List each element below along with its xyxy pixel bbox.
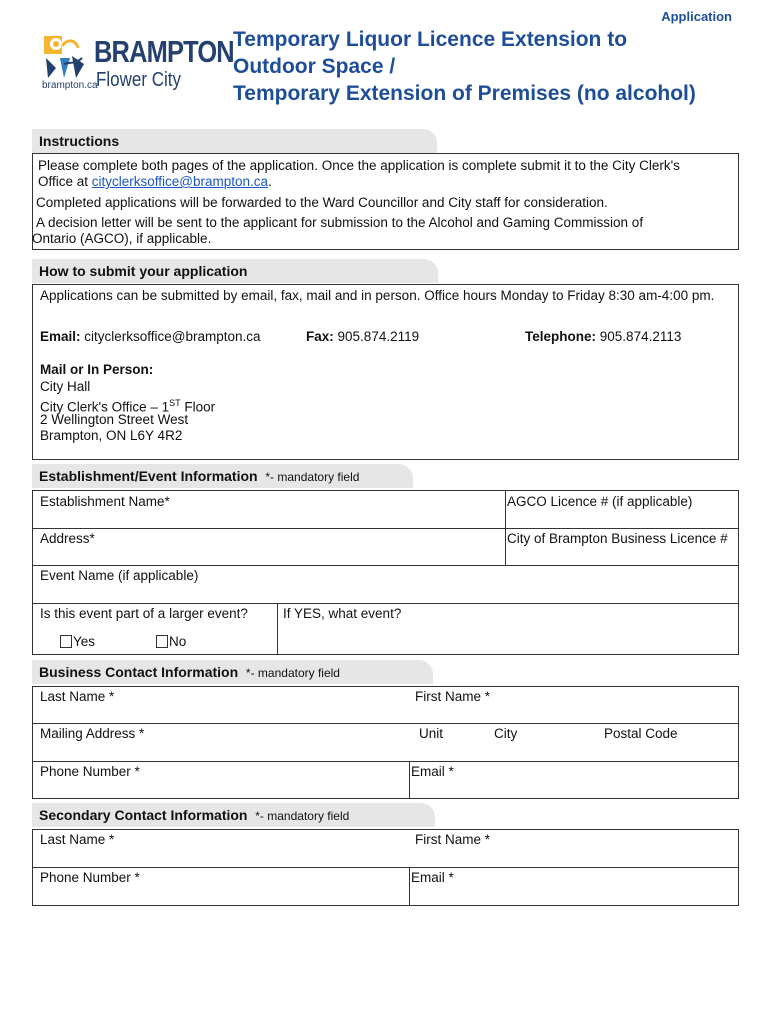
flower-logo-icon [42, 34, 90, 86]
business-column-divider [409, 761, 410, 799]
instructions-heading: Instructions [32, 129, 437, 153]
title-line-3: Temporary Extension of Premises (no alcohol) [233, 82, 696, 105]
business-unit-field[interactable]: Unit [419, 726, 444, 741]
brampton-logo [42, 34, 234, 94]
secondary-mandatory-note: *- mandatory field [255, 809, 350, 823]
secondary-contact-heading [32, 803, 435, 827]
address-line-2-suffix: Floor [180, 399, 216, 415]
instructions-line-3: Completed applications will be forwarded to the Ward Councillor and City staff for consideration. [36, 195, 608, 210]
no-checkbox-option[interactable] [156, 634, 186, 650]
business-city-field[interactable]: City [494, 726, 518, 741]
mail-label: Mail or In Person: [40, 362, 154, 377]
submit-heading: How to submit your application [32, 259, 438, 283]
yes-checkbox-option[interactable] [60, 634, 95, 650]
instructions-line-4: A decision letter will be sent to the applicant for submission to the Alcohol and Gaming Commission of [36, 215, 644, 230]
secondary-last-name-field[interactable]: Last Name * [40, 832, 115, 847]
logo-tagline: Flower City [96, 69, 182, 91]
address-line-1: City Hall [40, 379, 91, 394]
address-line-3: 2 Wellington Street West [40, 412, 189, 427]
email-label: Email: [40, 329, 81, 344]
business-row-divider [32, 761, 739, 762]
telephone-contact [525, 329, 681, 345]
yes-label: Yes [73, 634, 96, 649]
instructions-line-2-suffix: . [268, 174, 272, 189]
establishment-row-divider [32, 603, 739, 604]
establishment-row-divider [32, 528, 739, 529]
telephone-label: Telephone: [525, 329, 597, 344]
business-contact-box [32, 686, 739, 799]
secondary-contact-heading-text: Secondary Contact Information [39, 807, 248, 823]
submit-intro: Applications can be submitted by email, fax, mail and in person. Office hours Monday to Friday 8:30 am-4:00 pm. [40, 288, 715, 303]
establishment-mandatory-note: *- mandatory field [265, 470, 360, 484]
agco-licence-field[interactable]: AGCO Licence # (if applicable) [507, 494, 693, 509]
event-name-field[interactable]: Event Name (if applicable) [40, 568, 199, 583]
logo-wordmark: BRAMPTON [94, 34, 234, 69]
page-title [233, 26, 696, 107]
secondary-row-divider [32, 867, 739, 868]
application-label: Application [661, 9, 732, 24]
address-field[interactable]: Address* [40, 531, 95, 546]
business-contact-heading-text: Business Contact Information [39, 664, 239, 680]
instructions-line-2-prefix: Office at [38, 174, 92, 189]
no-checkbox[interactable] [156, 635, 168, 648]
secondary-first-name-field[interactable]: First Name * [415, 832, 491, 847]
logo-url: brampton.ca [42, 80, 98, 91]
establishment-column-divider [277, 603, 278, 655]
establishment-heading-text: Establishment/Event Information [39, 468, 258, 484]
address-line-2-prefix: City Clerk's Office – 1 [40, 399, 170, 415]
establishment-row-divider [32, 565, 739, 566]
title-line-1: Temporary Liquor Licence Extension to [233, 28, 628, 51]
address-floor-superscript: ST [169, 398, 181, 408]
establishment-name-field[interactable]: Establishment Name* [40, 494, 170, 509]
business-mailing-address-field[interactable]: Mailing Address * [40, 726, 145, 741]
fax-value: 905.874.2119 [337, 329, 420, 344]
secondary-phone-field[interactable]: Phone Number * [40, 870, 140, 885]
secondary-column-divider [409, 867, 410, 906]
title-line-2: Outdoor Space / [233, 55, 396, 78]
business-contact-heading [32, 660, 433, 684]
email-value: cityclerksoffice@brampton.ca [84, 329, 261, 344]
instructions-line-1: Please complete both pages of the application. Once the application is complete submit it to the City Clerk's [38, 158, 680, 173]
email-contact [40, 329, 261, 345]
yes-checkbox[interactable] [60, 635, 72, 648]
business-phone-field[interactable]: Phone Number * [40, 764, 140, 779]
what-event-field[interactable]: If YES, what event? [283, 606, 402, 621]
fax-label: Fax: [306, 329, 334, 344]
business-licence-field[interactable]: City of Brampton Business Licence # [507, 531, 728, 546]
larger-event-question: Is this event part of a larger event? [40, 606, 248, 621]
business-row-divider [32, 723, 739, 724]
business-last-name-field[interactable]: Last Name * [40, 689, 115, 704]
establishment-heading [32, 464, 413, 488]
instructions-line-5: Ontario (AGCO), if applicable. [32, 231, 212, 246]
no-label: No [169, 634, 187, 649]
establishment-column-divider [505, 490, 506, 565]
business-postal-code-field[interactable]: Postal Code [604, 726, 678, 741]
business-first-name-field[interactable]: First Name * [415, 689, 491, 704]
business-mandatory-note: *- mandatory field [245, 666, 340, 680]
clerk-email-link[interactable]: cityclerksoffice@brampton.ca [91, 174, 269, 189]
address-line-4: Brampton, ON L6Y 4R2 [40, 428, 183, 443]
telephone-value: 905.874.2113 [599, 329, 682, 344]
business-email-field[interactable]: Email * [411, 764, 454, 779]
fax-contact [306, 329, 419, 345]
secondary-email-field[interactable]: Email * [411, 870, 454, 885]
instructions-line-2 [38, 174, 272, 190]
